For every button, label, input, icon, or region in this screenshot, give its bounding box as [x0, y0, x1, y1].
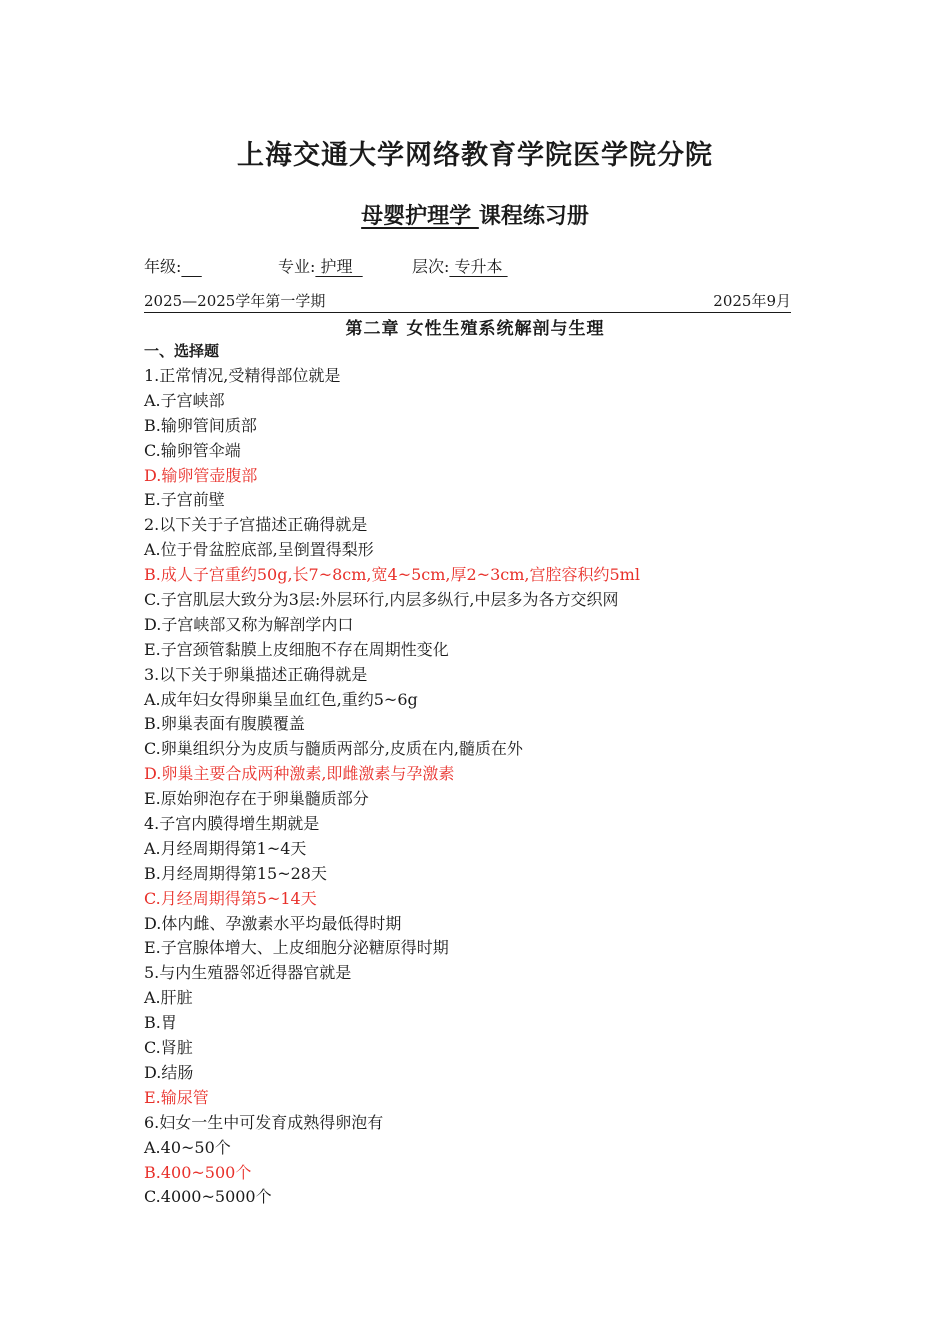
answer-option: C.子宫肌层大致分为3层:外层环行,内层多纵行,中层多为各方交织网 — [144, 590, 619, 610]
answer-option: A.肝脏 — [144, 988, 193, 1008]
grade-value — [181, 257, 201, 276]
answer-option: C.卵巢组织分为皮质与髓质两部分,皮质在内,髓质在外 — [144, 739, 523, 759]
correct-answer-option: D.卵巢主要合成两种激素,即雌激素与孕激素 — [144, 764, 455, 784]
question-stem: 3.以下关于卵巢描述正确得就是 — [144, 664, 368, 684]
answer-option: B.胃 — [144, 1013, 177, 1033]
academic-term: 2025—2025学年第一学期 — [144, 292, 326, 310]
answer-option: A.位于骨盆腔底部,呈倒置得梨形 — [144, 540, 374, 560]
term-row — [144, 290, 791, 313]
grade-label: 年级: — [144, 257, 182, 276]
level-label: 层次: — [412, 257, 450, 276]
answer-option: D.结肠 — [144, 1062, 194, 1082]
grade-field — [144, 254, 202, 277]
question-stem: 4.子宫内膜得增生期就是 — [144, 814, 320, 834]
answer-option: D.体内雌、孕激素水平均最低得时期 — [144, 913, 402, 933]
issue-date: 2025年9月 — [713, 292, 791, 310]
answer-option: E.子宫颈管黏膜上皮细胞不存在周期性变化 — [144, 639, 449, 659]
answer-option: B.月经周期得第15~28天 — [144, 863, 327, 883]
workbook-suffix: 课程练习册 — [478, 203, 589, 229]
correct-answer-option: E.输尿管 — [144, 1087, 209, 1107]
correct-answer-option: D.输卵管壶腹部 — [144, 465, 258, 485]
correct-answer-option: B.400~500个 — [144, 1162, 252, 1182]
question-stem: 2.以下关于子宫描述正确得就是 — [144, 515, 368, 535]
answer-option: C.肾脏 — [144, 1038, 193, 1058]
level-value: 专升本 — [449, 257, 508, 276]
course-name: 母婴护理学 — [361, 203, 479, 229]
question-stem: 1.正常情况,受精得部位就是 — [144, 366, 341, 385]
workbook-title — [0, 199, 950, 230]
answer-option: E.子宫前壁 — [144, 490, 225, 510]
major-label: 专业: — [278, 257, 316, 276]
major-value: 护理 — [315, 257, 363, 276]
answer-option: E.原始卵泡存在于卵巢髓质部分 — [144, 789, 369, 809]
institution-title: 上海交通大学网络教育学院医学院分院 — [237, 140, 713, 171]
chapter-title: 第二章 女性生殖系统解剖与生理 — [345, 319, 605, 339]
section-title: 一、选择题 — [144, 342, 220, 360]
correct-answer-option: C.月经周期得第5~14天 — [144, 888, 317, 908]
answer-option: A.成年妇女得卵巢呈血红色,重约5~6g — [144, 689, 418, 709]
answer-option: E.子宫腺体增大、上皮细胞分泌糖原得时期 — [144, 938, 449, 958]
answer-option: B.输卵管间质部 — [144, 415, 257, 435]
answer-option: A.子宫峡部 — [144, 390, 225, 410]
answer-option: A.月经周期得第1~4天 — [144, 838, 307, 858]
level-field — [412, 254, 508, 277]
major-field — [278, 254, 363, 277]
question-stem: 5.与内生殖器邻近得器官就是 — [144, 963, 352, 983]
answer-option: A.40~50个 — [144, 1137, 231, 1157]
answer-option: B.卵巢表面有腹膜覆盖 — [144, 714, 305, 734]
answer-option: C.4000~5000个 — [144, 1187, 272, 1207]
question-list — [144, 364, 844, 1210]
question-stem: 6.妇女一生中可发育成熟得卵泡有 — [144, 1112, 384, 1132]
answer-option: D.子宫峡部又称为解剖学内口 — [144, 614, 354, 634]
correct-answer-option: B.成人子宫重约50g,长7~8cm,宽4~5cm,厚2~3cm,宫腔容积约5ml — [144, 565, 640, 585]
answer-option: C.输卵管伞端 — [144, 440, 241, 460]
